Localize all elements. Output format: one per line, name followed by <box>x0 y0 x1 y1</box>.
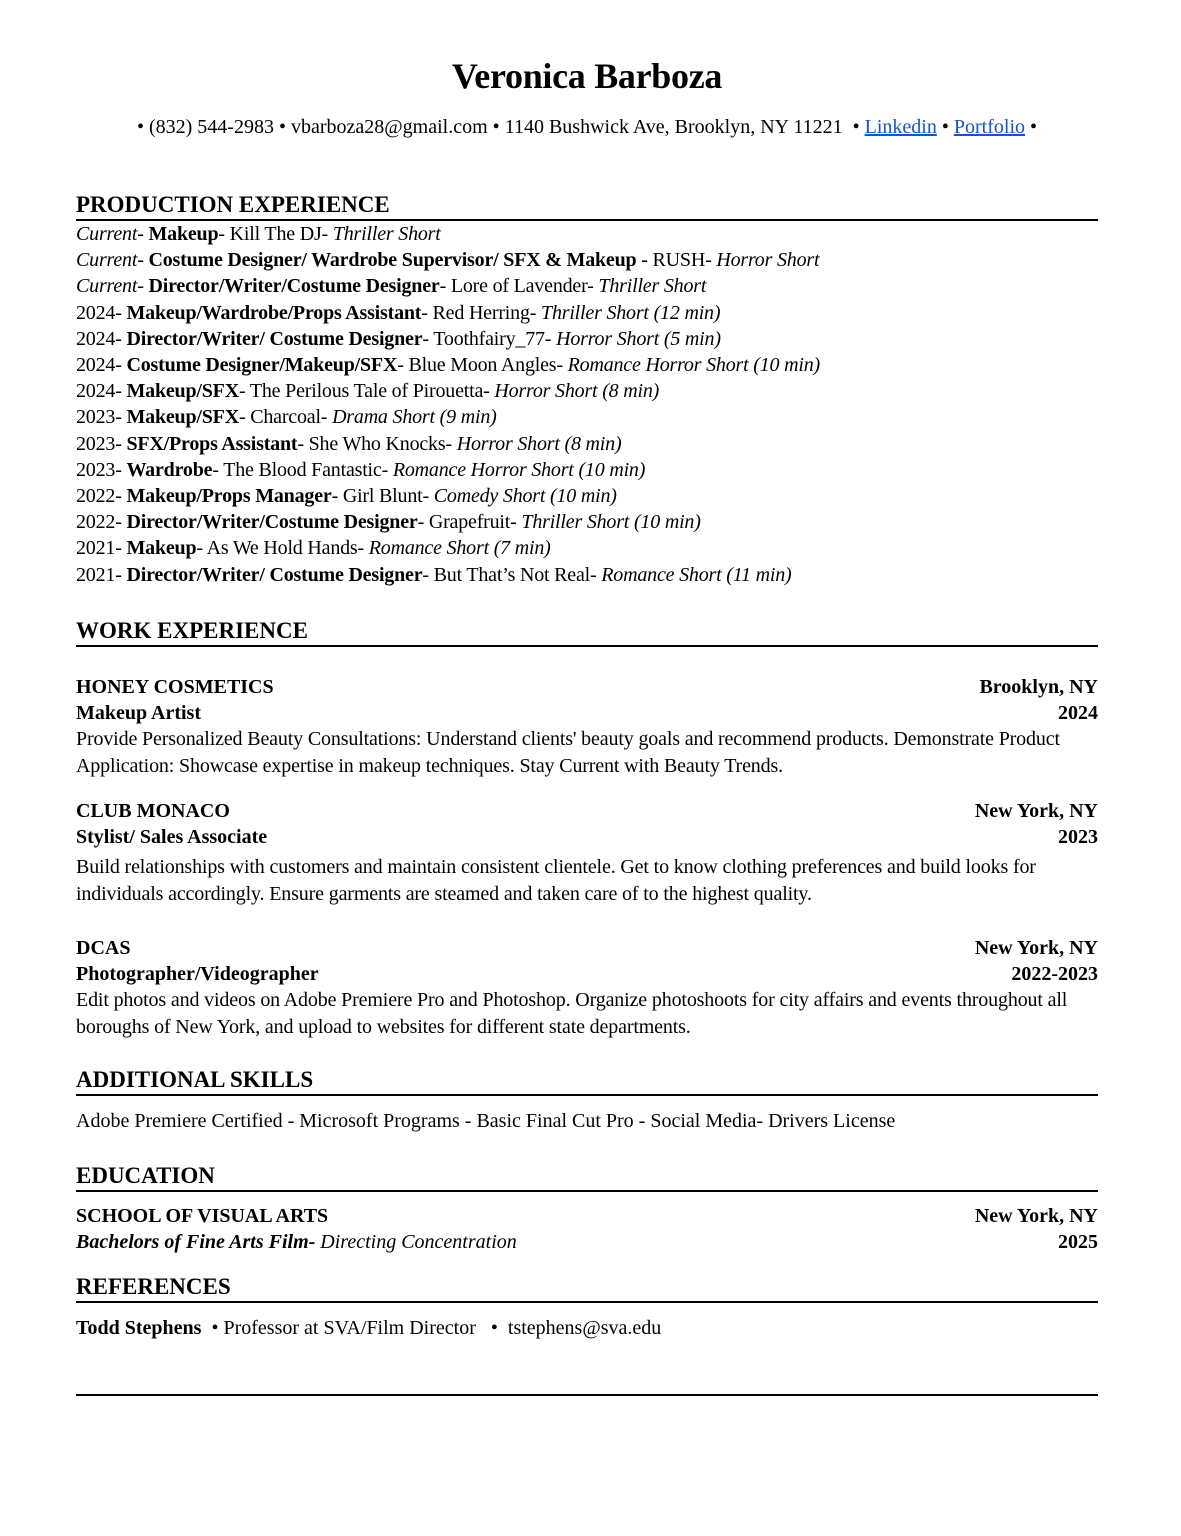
production-item <box>76 431 1098 457</box>
job-header-row <box>76 674 1098 700</box>
production-item <box>76 509 1098 535</box>
production-project: - The Blood Fantastic- <box>212 458 393 481</box>
email-address: vbarboza28@gmail.com <box>290 116 488 138</box>
production-genre: Comedy Short (10 min) <box>433 485 617 508</box>
production-project: - Girl Blunt- <box>331 485 434 508</box>
job-header-row <box>76 935 1098 961</box>
production-genre: Horror Short (8 min) <box>456 432 622 455</box>
bullet: • <box>490 1317 498 1339</box>
job-header-row <box>76 798 1098 824</box>
production-year: 2024- <box>76 327 122 350</box>
job-dates: 2023 <box>1058 826 1098 848</box>
production-project: - Grapefruit- <box>417 511 522 534</box>
education-location: New York, NY <box>974 1205 1098 1227</box>
education-year: 2025 <box>1058 1231 1098 1253</box>
production-genre: Horror Short (5 min) <box>556 327 721 350</box>
production-role: Makeup <box>126 537 197 560</box>
skills-heading: ADDITIONAL SKILLS <box>76 1066 1098 1096</box>
work-section <box>76 617 1098 647</box>
production-role: Makeup/SFX <box>126 380 239 403</box>
job-role: Makeup Artist <box>76 702 201 724</box>
job-entry <box>76 674 1098 780</box>
education-degree-wrap <box>76 1229 517 1255</box>
skills-section <box>76 1066 1098 1134</box>
production-year: 2024- <box>76 354 122 377</box>
production-year: 2023- <box>76 458 122 481</box>
production-item <box>76 404 1098 430</box>
education-heading: EDUCATION <box>76 1162 1098 1192</box>
references-section <box>76 1273 1098 1341</box>
bullet: • <box>136 116 144 138</box>
bullet: • <box>278 116 286 138</box>
education-degree: Bachelors of Fine Arts Film- <box>76 1231 316 1253</box>
production-role: Makeup <box>148 223 219 245</box>
education-school: SCHOOL OF VISUAL ARTS <box>76 1205 329 1227</box>
production-genre: Romance Horror Short (10 min) <box>567 354 820 377</box>
job-role: Photographer/Videographer <box>76 963 319 985</box>
production-project: - Kill The DJ- <box>218 223 333 245</box>
production-role: Makeup/Wardrobe/Props Assistant <box>126 301 422 324</box>
job-description: Provide Personalized Beauty Consultations: Understand clients' beauty goals and recommend products. Demonstrate Product Application: Showcase expertise in makeup techniques. Stay Current with Beauty Trends. <box>76 728 1060 777</box>
job-company: CLUB MONACO <box>76 800 230 822</box>
job-role-row <box>76 700 1098 726</box>
production-item <box>76 535 1098 561</box>
production-year: 2022- <box>76 485 122 508</box>
job-company: DCAS <box>76 937 131 959</box>
references-heading: REFERENCES <box>76 1273 1098 1303</box>
production-item <box>76 326 1098 352</box>
job-location: Brooklyn, NY <box>979 676 1098 698</box>
production-item <box>76 300 1098 326</box>
production-project: - RUSH- <box>636 249 717 272</box>
production-role: Director/Writer/Costume Designer <box>148 275 440 298</box>
production-item <box>76 562 1098 588</box>
production-item <box>76 273 1098 299</box>
production-project: - Toothfairy_77- <box>422 327 557 350</box>
production-list <box>76 221 1098 588</box>
skills-text: Adobe Premiere Certified - Microsoft Programs - Basic Final Cut Pro - Social Media- Drivers License <box>76 1110 896 1132</box>
production-role: Director/Writer/Costume Designer <box>126 511 418 534</box>
work-heading: WORK EXPERIENCE <box>76 617 1098 647</box>
reference-email: tstephens@sva.edu <box>507 1317 662 1339</box>
production-item <box>76 352 1098 378</box>
production-item <box>76 483 1098 509</box>
production-role: Director/Writer/ Costume Designer <box>126 563 423 586</box>
linkedin-link[interactable]: Linkedin <box>864 116 937 138</box>
job-dates: 2024 <box>1058 702 1098 724</box>
job-entry <box>76 798 1098 908</box>
bullet: • <box>492 116 500 138</box>
education-section <box>76 1162 1098 1255</box>
production-year: Current- <box>76 249 144 272</box>
education-degree-row <box>76 1229 1098 1255</box>
job-location: New York, NY <box>974 937 1098 959</box>
job-entry <box>76 935 1098 1041</box>
production-genre: Romance Short (11 min) <box>601 563 792 586</box>
production-year: 2024- <box>76 380 122 403</box>
production-item <box>76 221 1098 247</box>
education-school-row <box>76 1203 1098 1229</box>
bullet: • <box>1030 116 1038 138</box>
production-heading: PRODUCTION EXPERIENCE <box>76 191 1098 221</box>
production-project: - The Perilous Tale of Pirouetta- <box>238 380 495 403</box>
production-year: Current- <box>76 275 144 298</box>
job-description: Build relationships with customers and maintain consistent clientele. Get to know clothing preferences and build looks for individuals accordingly. Ensure garments are steamed and taken care of to the highest quality. <box>76 856 1036 905</box>
bullet: • <box>941 116 949 138</box>
production-genre: Thriller Short <box>598 275 707 298</box>
production-role: Costume Designer/ Wardrobe Supervisor/ SFX & Makeup <box>148 249 637 272</box>
production-year: 2022- <box>76 511 122 534</box>
production-role: Makeup/Props Manager <box>126 485 332 508</box>
production-genre: Romance Horror Short (10 min) <box>392 458 646 481</box>
production-project: - As We Hold Hands- <box>196 537 369 560</box>
production-genre: Thriller Short (12 min) <box>541 301 721 324</box>
production-item <box>76 247 1098 273</box>
production-item <box>76 378 1098 404</box>
production-year: 2023- <box>76 432 122 455</box>
job-role-row <box>76 824 1098 850</box>
portfolio-link[interactable]: Portfolio <box>953 116 1026 138</box>
production-genre: Thriller Short (10 min) <box>521 511 701 534</box>
closing-divider <box>76 1394 1098 1396</box>
production-project: - Lore of Lavender- <box>439 275 599 298</box>
bullet: • <box>852 116 860 138</box>
production-project: - Red Herring- <box>421 301 542 324</box>
job-description: Edit photos and videos on Adobe Premiere Pro and Photoshop. Organize photoshoots for city affairs and events throughout all boroughs of New York, and upload to websites for different state departments. <box>76 989 1068 1038</box>
production-role: SFX/Props Assistant <box>126 432 298 455</box>
production-project: - She Who Knocks- <box>297 432 457 455</box>
production-project: - Charcoal- <box>238 406 333 429</box>
production-genre: Drama Short (9 min) <box>332 406 497 429</box>
production-section <box>76 191 1098 588</box>
education-concentration: Directing Concentration <box>315 1231 517 1253</box>
resume-name: Veronica Barboza <box>451 56 723 96</box>
production-year: 2024- <box>76 301 122 324</box>
production-genre: Horror Short (8 min) <box>494 380 660 403</box>
production-role: Makeup/SFX <box>126 406 239 429</box>
reference-name: Todd Stephens <box>76 1317 202 1339</box>
production-year: 2021- <box>76 563 122 586</box>
job-company: HONEY COSMETICS <box>76 676 274 698</box>
reference-entry <box>76 1315 1098 1341</box>
production-genre: Thriller Short <box>332 223 441 245</box>
production-role: Director/Writer/ Costume Designer <box>126 327 423 350</box>
production-role: Wardrobe <box>126 458 213 481</box>
home-address: 1140 Bushwick Ave, Brooklyn, NY 11221 <box>504 116 843 138</box>
reference-position: Professor at SVA/Film Director <box>223 1317 476 1339</box>
job-location: New York, NY <box>974 800 1098 822</box>
job-role: Stylist/ Sales Associate <box>76 826 268 848</box>
job-role-row <box>76 961 1098 987</box>
production-role: Costume Designer/Makeup/SFX <box>126 354 398 377</box>
production-year: 2023- <box>76 406 122 429</box>
production-genre: Horror Short <box>716 249 820 272</box>
production-genre: Romance Short (7 min) <box>368 537 551 560</box>
job-dates: 2022-2023 <box>1011 963 1098 985</box>
production-project: - Blue Moon Angles- <box>397 354 568 377</box>
phone-number: (832) 544-2983 <box>148 116 274 138</box>
bullet: • <box>211 1317 219 1339</box>
production-project: - But That’s Not Real- <box>422 563 602 586</box>
production-year: 2021- <box>76 537 122 560</box>
contact-line <box>76 116 1098 139</box>
production-item <box>76 457 1098 483</box>
production-year: Current- <box>76 223 144 245</box>
